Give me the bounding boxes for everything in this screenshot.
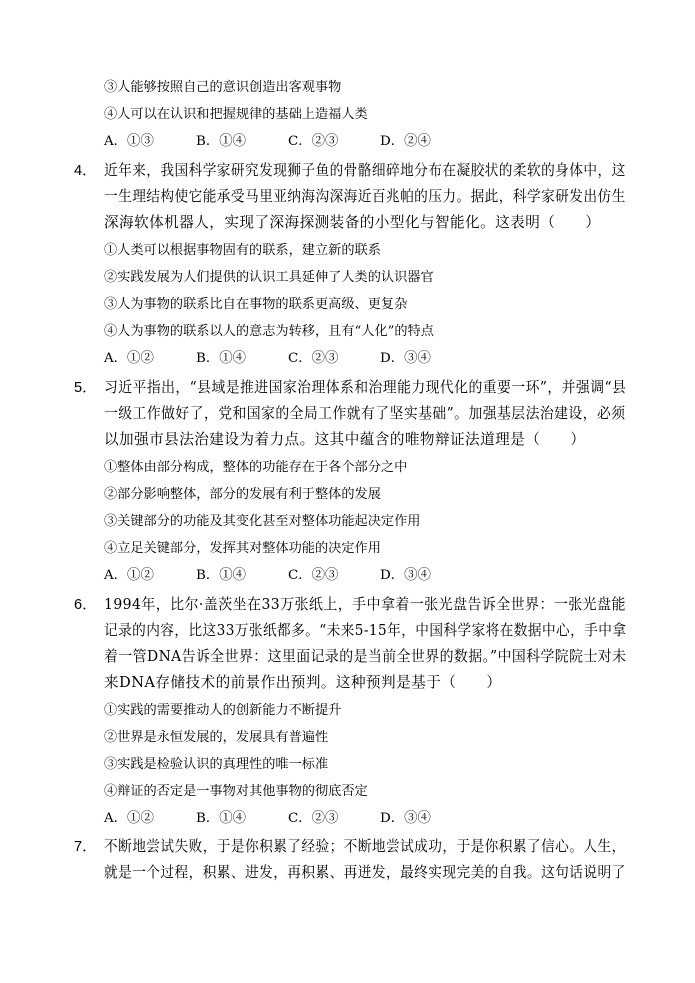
choice-a: A．①③: [104, 134, 154, 149]
option-line: ③人能够按照自己的意识创造出客观事物: [104, 80, 342, 95]
question-stem-line: 不断地尝试失败，于是你积累了经验；不断地尝试成功，于是你积累了信心。人生，: [104, 838, 626, 855]
question-number: 7．: [74, 839, 97, 855]
question-stem-line: 就是一个过程，积累、进发，再积累、再迸发，最终实现完美的自我。这句话说明了: [104, 864, 626, 881]
question-stem-line: 来DNA存储技术的前景作出预判。这种预判是基于（ ）: [104, 674, 502, 691]
choice-b: B．①④: [196, 351, 247, 366]
option-line: ②实践发展为人们提供的认识工具延伸了人类的认识器官: [104, 270, 434, 285]
choice-c: C．②③: [288, 351, 339, 366]
option-line: ④人为事物的联系以人的意志为转移，且有“人化”的特点: [104, 324, 434, 339]
choice-c: C．②③: [288, 568, 339, 583]
question-stem-line: 深海软体机器人，实现了深海探测装备的小型化与智能化。这表明（ ）: [104, 214, 601, 231]
option-line: ④辩证的否定是一事物对其他事物的彻底否定: [104, 784, 368, 799]
option-line: ③人为事物的联系比自在事物的联系更高级、更复杂: [104, 297, 408, 312]
option-line: ④人可以在认识和把握规律的基础上造福人类: [104, 107, 368, 122]
choice-b: B．①④: [196, 134, 247, 149]
option-line: ①整体由部分构成，整体的功能存在于各个部分之中: [104, 460, 408, 475]
question-stem-line: 一级工作做好了，党和国家的全局工作就有了坚实基础”。加强基层法治建设，必须: [104, 405, 626, 422]
question-stem-line: 着一管DNA告诉全世界：这里面记录的是当前全世界的数据。”中国科学院院士对未: [104, 648, 627, 665]
choice-d: D．③④: [380, 811, 431, 826]
choice-d: D．②④: [380, 134, 431, 149]
question-stem-line: 近年来，我国科学家研究发现狮子鱼的骨骼细碎地分布在凝胶状的柔软的身体中，这: [104, 162, 626, 179]
option-line: ①人类可以根据事物固有的联系，建立新的联系: [104, 243, 381, 258]
option-line: ③实践是检验认识的真理性的唯一标准: [104, 757, 329, 772]
choice-row: [104, 810, 524, 828]
choice-a: A．①②: [104, 351, 154, 366]
choice-row: [104, 567, 524, 585]
choice-b: B．①④: [196, 811, 247, 826]
question-stem-line: 记录的内容，比这33万张纸都多。“未来5-15年，中国科学家将在数据中心，手中拿: [104, 622, 627, 639]
option-line: ①实践的需要推动人的创新能力不断提升: [104, 703, 342, 718]
option-line: ②部分影响整体，部分的发展有利于整体的发展: [104, 487, 381, 502]
choice-c: C．②③: [288, 134, 339, 149]
choice-a: A．①②: [104, 811, 154, 826]
question-number: 4．: [74, 163, 97, 179]
question-stem-line: 以加强市县法治建设为着力点。这其中蕴含的唯物辩证法道理是（ ）: [104, 431, 586, 448]
question-number: 5．: [74, 380, 97, 396]
question-stem-line: 习近平指出，“县域是推进国家治理体系和治理能力现代化的重要一环”，并强调“县: [104, 379, 627, 396]
question-number: 6．: [74, 597, 97, 613]
choice-row: [104, 133, 524, 151]
choice-row: [104, 350, 524, 368]
choice-d: D．③④: [380, 351, 431, 366]
question-stem-line: 1994年，比尔·盖茨坐在33万张纸上，手中拿着一张光盘告诉全世界：一张光盘能: [104, 596, 626, 613]
option-line: ③关键部分的功能及其变化甚至对整体功能起决定作用: [104, 514, 421, 529]
choice-b: B．①④: [196, 568, 247, 583]
choice-c: C．②③: [288, 811, 339, 826]
question-stem-line: 一生理结构使它能承受马里亚纳海沟深海近百兆帕的压力。据此，科学家研发出仿生: [104, 188, 626, 205]
option-line: ④立足关键部分，发挥其对整体功能的决定作用: [104, 541, 381, 556]
choice-d: D．③④: [380, 568, 431, 583]
choice-a: A．①②: [104, 568, 154, 583]
option-line: ②世界是永恒发展的，发展具有普遍性: [104, 730, 329, 745]
